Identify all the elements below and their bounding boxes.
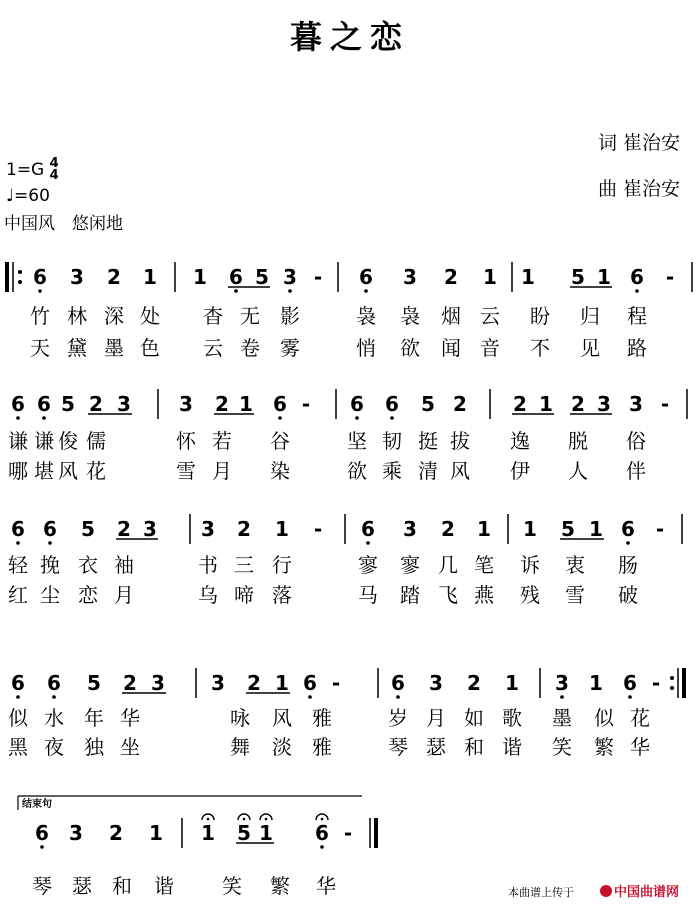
note: 3 <box>69 821 83 845</box>
lyric-verse-1: 似 <box>8 706 28 730</box>
lyric-verse-1: 袅 <box>400 304 420 328</box>
note: 6 <box>33 265 47 289</box>
note: 5 <box>61 392 75 416</box>
key-label: 1=G <box>6 160 45 180</box>
lyric-verse-2: 笑 <box>552 735 572 759</box>
lyric-verse-1: 深 <box>104 304 124 328</box>
note: 3 <box>201 517 215 541</box>
lyric-verse-1: 杳 <box>203 304 223 328</box>
lyric-verse-1: 笔 <box>474 553 494 577</box>
note: 6 <box>11 671 25 695</box>
lyric-verse-1: 挺 <box>418 429 438 453</box>
lyric-verse-1: 处 <box>140 304 160 328</box>
logo-text: 中国曲谱网 <box>614 885 680 900</box>
lyric-verse-1: 谐 <box>154 874 174 898</box>
note: 1 <box>523 517 537 541</box>
low-octave-dot <box>390 416 394 420</box>
note: 1 <box>275 517 289 541</box>
note: 2 <box>444 265 458 289</box>
note: 1 <box>149 821 163 845</box>
note: 6 <box>391 671 405 695</box>
lyric-verse-2: 哪 <box>8 459 28 483</box>
note: 1 <box>483 265 497 289</box>
lyric-verse-1: 云 <box>480 304 500 328</box>
lyric-verse-2: 欲 <box>347 459 367 483</box>
note: 3 <box>70 265 84 289</box>
lyric-verse-2: 雪 <box>565 583 585 607</box>
note: 2 <box>513 392 527 416</box>
note: 6 <box>43 517 57 541</box>
ending-label: 结束句 <box>22 799 52 810</box>
lyric-verse-2: 月 <box>212 459 232 483</box>
repeat-dot <box>18 270 22 274</box>
note: 2 <box>117 517 131 541</box>
note: 5 <box>237 821 251 845</box>
lyric-verse-2: 音 <box>480 336 500 360</box>
lyric-verse-2: 墨 <box>104 336 124 360</box>
lyric-verse-1: 谦 <box>34 429 54 453</box>
note: 1 <box>275 671 289 695</box>
footer-upload-note: 本曲谱上传于 <box>508 886 574 899</box>
low-octave-dot <box>16 695 20 699</box>
note: 1 <box>259 821 273 845</box>
note: 5 <box>255 265 269 289</box>
lyric-verse-1: 林 <box>67 304 87 328</box>
lyric-verse-2: 谐 <box>502 735 522 759</box>
note: 6 <box>35 821 49 845</box>
fermata-dot <box>265 818 268 821</box>
lyric-verse-2: 乌 <box>198 583 218 607</box>
lyric-verse-1: 影 <box>280 304 300 328</box>
low-octave-dot <box>628 695 632 699</box>
low-octave-dot <box>40 845 44 849</box>
note: 2 <box>571 392 585 416</box>
lyric-verse-2: 伴 <box>626 459 646 483</box>
lyric-verse-1: 诉 <box>520 553 540 577</box>
lyric-verse-2: 风 <box>450 459 470 483</box>
lyric-verse-1: 脱 <box>568 429 588 453</box>
extension-dash: - <box>651 671 661 695</box>
lyric-verse-2: 落 <box>272 583 292 607</box>
fermata-dot <box>321 818 324 821</box>
note: 3 <box>283 265 297 289</box>
lyric-verse-1: 袖 <box>114 553 134 577</box>
note: 2 <box>109 821 123 845</box>
lyric-verse-1: 轻 <box>8 553 28 577</box>
extension-dash: - <box>313 517 323 541</box>
extension-dash: - <box>655 517 665 541</box>
note: 6 <box>623 671 637 695</box>
lyric-verse-2: 月 <box>114 583 134 607</box>
lyric-verse-1: 繁 <box>270 874 290 898</box>
extension-dash: - <box>301 392 311 416</box>
site-logo <box>600 881 679 900</box>
extension-dash: - <box>665 265 675 289</box>
lyric-verse-2: 人 <box>568 459 588 483</box>
note: 6 <box>11 392 25 416</box>
note: 2 <box>453 392 467 416</box>
note: 1 <box>193 265 207 289</box>
lyric-verse-2: 悄 <box>356 336 376 360</box>
note: 3 <box>151 671 165 695</box>
note: 6 <box>37 392 51 416</box>
lyric-verse-2: 见 <box>580 336 600 360</box>
lyric-verse-2: 残 <box>520 583 540 607</box>
lyric-verse-2: 繁 <box>594 735 614 759</box>
lyric-verse-2: 啼 <box>234 583 254 607</box>
lyric-verse-1: 肠 <box>618 553 638 577</box>
lyric-verse-1: 寥 <box>400 553 420 577</box>
lyric-verse-2: 欲 <box>400 336 420 360</box>
lyric-verse-1: 烟 <box>441 304 461 328</box>
lyric-verse-2: 不 <box>530 336 550 360</box>
note: 5 <box>81 517 95 541</box>
lyric-verse-2: 云 <box>203 336 223 360</box>
note: 1 <box>201 821 215 845</box>
low-octave-dot <box>355 416 359 420</box>
lyric-verse-2: 坐 <box>120 735 140 759</box>
lyric-verse-2: 雾 <box>280 336 300 360</box>
note: 3 <box>143 517 157 541</box>
low-octave-dot <box>38 289 42 293</box>
note: 3 <box>403 265 417 289</box>
lyric-verse-2: 瑟 <box>426 735 446 759</box>
lyric-verse-2: 雪 <box>176 459 196 483</box>
low-octave-dot <box>626 541 630 545</box>
note: 6 <box>385 392 399 416</box>
logo-mark-icon <box>600 885 612 897</box>
lyric-verse-1: 逸 <box>510 429 530 453</box>
fermata-dot <box>243 818 246 821</box>
lyric-verse-1: 无 <box>240 304 260 328</box>
note: 6 <box>11 517 25 541</box>
lyric-verse-1: 盼 <box>530 304 550 328</box>
note: 3 <box>403 517 417 541</box>
lyric-verse-1: 墨 <box>552 706 572 730</box>
note: 6 <box>315 821 329 845</box>
lyric-verse-1: 归 <box>580 304 600 328</box>
lyric-verse-1: 风 <box>272 706 292 730</box>
note: 2 <box>215 392 229 416</box>
lyric-verse-2: 乘 <box>382 459 402 483</box>
note: 1 <box>589 671 603 695</box>
lyric-verse-1: 似 <box>594 706 614 730</box>
note: 5 <box>421 392 435 416</box>
low-octave-dot <box>320 845 324 849</box>
tempo-value: =60 <box>14 186 50 206</box>
note: 1 <box>521 265 535 289</box>
lyric-verse-1: 水 <box>44 706 64 730</box>
note: 1 <box>239 392 253 416</box>
fermata-dot <box>207 818 210 821</box>
note: 2 <box>123 671 137 695</box>
lyric-verse-2: 花 <box>86 459 106 483</box>
lyric-verse-1: 三 <box>234 553 254 577</box>
lyric-verse-2: 和 <box>464 735 484 759</box>
lyric-verse-1: 瑟 <box>72 874 92 898</box>
note: 3 <box>117 392 131 416</box>
lyric-verse-1: 寥 <box>358 553 378 577</box>
note: 6 <box>273 392 287 416</box>
lyric-verse-1: 韧 <box>382 429 402 453</box>
lyric-verse-1: 竹 <box>30 304 50 328</box>
lyric-verse-1: 谷 <box>270 429 290 453</box>
note: 6 <box>350 392 364 416</box>
extension-dash: - <box>343 821 353 845</box>
lyric-verse-1: 儒 <box>86 429 106 453</box>
note: 2 <box>247 671 261 695</box>
note: 3 <box>597 392 611 416</box>
extension-dash: - <box>313 265 323 289</box>
lyric-verse-2: 踏 <box>400 583 420 607</box>
note: 5 <box>561 517 575 541</box>
time-signature-bottom: 4 <box>49 168 59 183</box>
note: 6 <box>630 265 644 289</box>
lyric-verse-2: 淡 <box>272 735 292 759</box>
style-marking: 中国风 悠闲地 <box>4 214 123 234</box>
low-octave-dot <box>278 416 282 420</box>
lyric-verse-2: 路 <box>627 336 647 360</box>
note: 1 <box>539 392 553 416</box>
lyric-verse-2: 琴 <box>388 735 408 759</box>
low-octave-dot <box>364 289 368 293</box>
low-octave-dot <box>16 416 20 420</box>
quarter-note-icon: ♩ <box>6 186 15 206</box>
note: 1 <box>477 517 491 541</box>
lyricist-credit: 词 崔治安 <box>597 132 680 154</box>
lyric-verse-2: 卷 <box>240 336 260 360</box>
note: 3 <box>429 671 443 695</box>
lyric-verse-2: 色 <box>140 336 160 360</box>
note: 6 <box>361 517 375 541</box>
low-octave-dot <box>396 695 400 699</box>
lyric-verse-2: 夜 <box>44 735 64 759</box>
lyric-verse-1: 几 <box>438 553 458 577</box>
lyric-verse-2: 黛 <box>67 336 87 360</box>
lyric-verse-2: 独 <box>84 735 104 759</box>
lyric-verse-2: 飞 <box>438 583 458 607</box>
time-signature-top: 4 <box>49 156 59 171</box>
lyric-verse-2: 尘 <box>40 583 60 607</box>
lyric-verse-2: 华 <box>630 735 650 759</box>
lyric-verse-2: 破 <box>618 583 638 607</box>
note: 1 <box>597 265 611 289</box>
lyric-verse-2: 天 <box>30 336 50 360</box>
lyric-verse-1: 雅 <box>312 706 332 730</box>
lyric-verse-2: 清 <box>418 459 438 483</box>
note: 6 <box>621 517 635 541</box>
repeat-dot <box>18 280 22 284</box>
lyric-verse-2: 马 <box>358 583 378 607</box>
lyric-verse-2: 燕 <box>474 583 494 607</box>
lyric-verse-1: 琴 <box>32 874 52 898</box>
lyric-verse-1: 花 <box>630 706 650 730</box>
note: 2 <box>237 517 251 541</box>
note: 6 <box>47 671 61 695</box>
lyric-verse-1: 谦 <box>8 429 28 453</box>
lyric-verse-1: 华 <box>316 874 336 898</box>
composer-credit: 曲 崔治安 <box>597 178 680 200</box>
note: 5 <box>87 671 101 695</box>
note: 1 <box>589 517 603 541</box>
low-octave-dot <box>234 289 238 293</box>
lyric-verse-1: 如 <box>464 706 484 730</box>
low-octave-dot <box>366 541 370 545</box>
lyric-verse-1: 行 <box>272 553 292 577</box>
lyric-verse-2: 雅 <box>312 735 332 759</box>
lyric-verse-1: 书 <box>198 553 218 577</box>
low-octave-dot <box>308 695 312 699</box>
lyric-verse-1: 华 <box>120 706 140 730</box>
extension-dash: - <box>660 392 670 416</box>
lyric-verse-2: 黑 <box>8 735 28 759</box>
low-octave-dot <box>48 541 52 545</box>
lyric-verse-2: 堪 <box>34 459 54 483</box>
extension-dash: - <box>331 671 341 695</box>
lyric-verse-1: 衷 <box>565 553 585 577</box>
lyric-verse-1: 衣 <box>78 553 98 577</box>
lyric-verse-1: 月 <box>426 706 446 730</box>
note: 3 <box>629 392 643 416</box>
low-octave-dot <box>288 289 292 293</box>
low-octave-dot <box>42 416 46 420</box>
lyric-verse-2: 闻 <box>441 336 461 360</box>
low-octave-dot <box>635 289 639 293</box>
low-octave-dot <box>52 695 56 699</box>
lyric-verse-2: 恋 <box>78 583 98 607</box>
lyric-verse-1: 怀 <box>176 429 196 453</box>
note: 2 <box>467 671 481 695</box>
lyric-verse-1: 俗 <box>626 429 646 453</box>
lyric-verse-1: 袅 <box>356 304 376 328</box>
lyric-verse-1: 拔 <box>450 429 470 453</box>
lyric-verse-1: 咏 <box>230 706 250 730</box>
lyric-verse-2: 风 <box>58 459 78 483</box>
lyric-verse-2: 染 <box>270 459 290 483</box>
lyric-verse-1: 俊 <box>58 429 78 453</box>
repeat-dot <box>670 676 674 680</box>
lyric-verse-1: 岁 <box>388 706 408 730</box>
note: 6 <box>229 265 243 289</box>
note: 3 <box>211 671 225 695</box>
lyric-verse-1: 坚 <box>347 429 367 453</box>
lyric-verse-1: 程 <box>627 304 647 328</box>
lyric-verse-1: 和 <box>112 874 132 898</box>
note: 3 <box>179 392 193 416</box>
lyric-verse-2: 舞 <box>230 735 250 759</box>
lyric-verse-1: 挽 <box>40 553 60 577</box>
low-octave-dot <box>560 695 564 699</box>
note: 2 <box>441 517 455 541</box>
note: 2 <box>89 392 103 416</box>
lyric-verse-1: 歌 <box>502 706 522 730</box>
note: 2 <box>107 265 121 289</box>
repeat-dot <box>670 686 674 690</box>
song-title: 暮之恋 <box>289 18 410 56</box>
lyric-verse-1: 年 <box>84 706 104 730</box>
lyric-verse-1: 若 <box>212 429 232 453</box>
low-octave-dot <box>16 541 20 545</box>
note: 6 <box>303 671 317 695</box>
lyric-verse-2: 红 <box>8 583 28 607</box>
lyric-verse-2: 伊 <box>510 459 530 483</box>
note: 6 <box>359 265 373 289</box>
note: 3 <box>555 671 569 695</box>
lyric-verse-1: 笑 <box>222 874 242 898</box>
note: 5 <box>571 265 585 289</box>
note: 1 <box>143 265 157 289</box>
note: 1 <box>505 671 519 695</box>
